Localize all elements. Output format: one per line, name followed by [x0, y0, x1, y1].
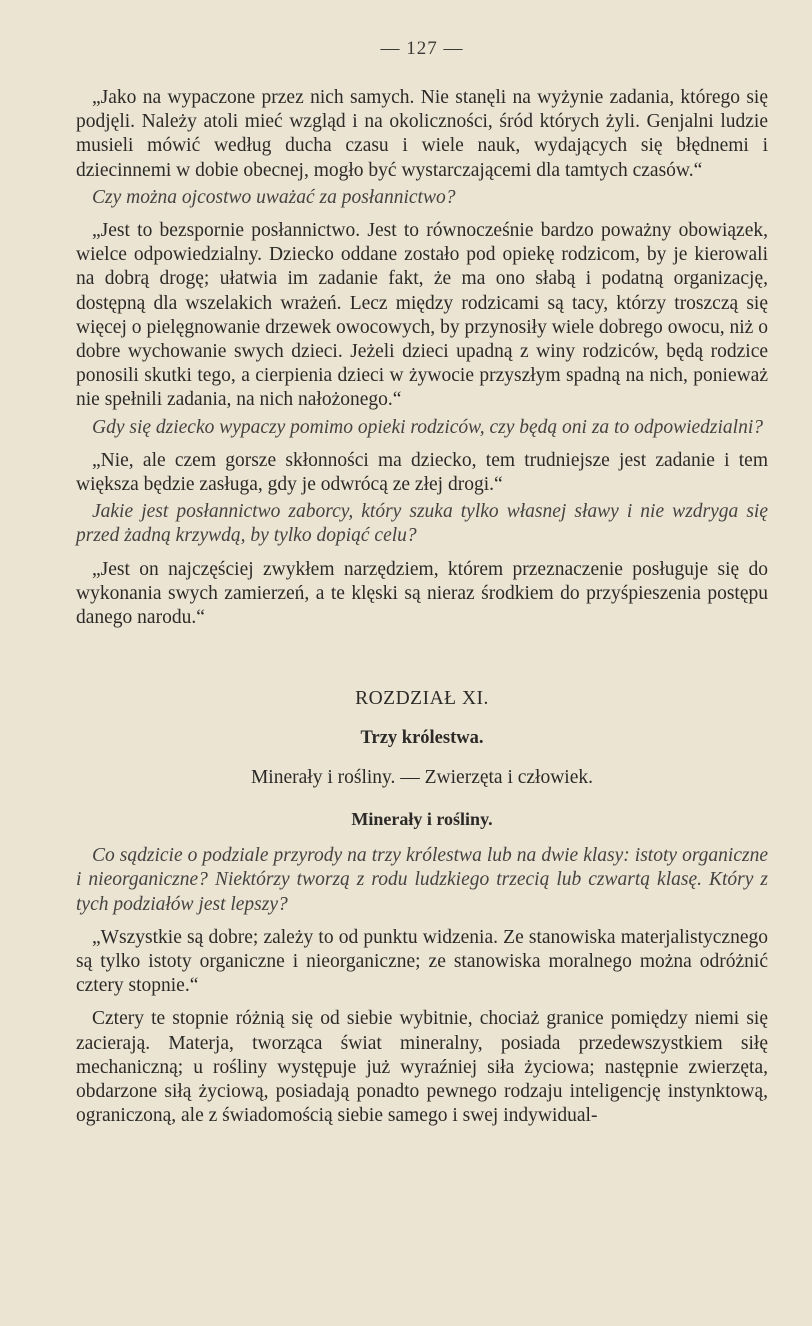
answer-paragraph: „Jako na wypaczone przez nich samych. Nie stanęli na wyżynie zadania, którego się podjęli. Należy atoli mieć wzgląd i na okoliczności, śród których żyli. Genjalni ludzie musieli mówić według ducha czasu i wiele nauk, wydających się błędnemi i dziecinnemi w dobie obecnej, mogło być wystarczającemi dla tamtych czasów.“	[76, 87, 768, 181]
body-paragraph: Cztery te stopnie różnią się od siebie wybitnie, chociaż granice pomiędzy niemi się zacierają. Materja, tworząca świat mineralny, posiada przedewszystkiem siłę mechaniczną; u rośliny występuje już wyraźniej siła życiowa; następnie zwierzęta, obdarzone siłą życiową, posiadają ponadto pewnego rodzaju inteligencję instynktową, ograniczoną, ale z świadomością siebie samego i swej indywidual-	[76, 1008, 768, 1127]
top-text-section	[76, 86, 768, 630]
answer-paragraph: „Nie, ale czem gorsze skłonności ma dziecko, tem trudniejsze jest zadanie i tem większa będzie zasługa, gdy je odwrócą ze złej drogi.“	[76, 449, 768, 496]
answer-paragraph: „Jest to bezspornie posłannictwo. Jest to równocześnie bardzo poważny obowiązek, wielce odpowiedzialny. Dziecko oddane zostało pod opiekę rodzicom, by je kierowali na dobrą drogę; ułatwia im zadanie fakt, że ma ono słabą i podatną organizację, dostępną dla wszelakich wrażeń. Lecz między rodzicami są tacy, którzy troszczą się więcej o pielęgnowanie drzewek owocowych, by przynosiły wiele dobrego owocu, niż o dobre wychowanie swych dzieci. Jeżeli dzieci upadną z winy rodziców, będą rodzice ponosili skutki tego, a cierpienia dzieci w żywocie przyszłym spadną na nich, ponieważ nie spełnili zadania, na nich nałożonego.“	[76, 220, 768, 411]
answer-paragraph: „Wszystkie są dobre; zależy to od punktu widzenia. Ze stanowiska materjalistycznego są tylko istoty organiczne i nieorganiczne; ze stanowiska moralnego można odróżnić cztery stopnie.“	[76, 926, 768, 997]
subsection-title: Minerały i rośliny.	[351, 809, 493, 830]
question-paragraph: Gdy się dziecko wypaczy pomimo opieki rodziców, czy będą oni za to odpowiedzialni?	[92, 416, 764, 438]
question-paragraph: Czy można ojcostwo uważać za posłannictwo?	[92, 186, 456, 208]
question-paragraph: Jakie jest posłannictwo zaborcy, który szuka tylko własnej sławy i nie wzdryga się przed żadną krzywdą, by tylko dopiąć celu?	[76, 501, 768, 547]
chapter-title: ROZDZIAŁ XI.	[355, 688, 489, 710]
page-number: — 127 —	[380, 38, 464, 59]
bottom-text-section	[76, 844, 768, 1128]
answer-paragraph: „Jest on najczęściej zwykłem narzędziem, którem przeznaczenie posługuje się do wykonania swych zamierzeń, a te klęski są nieraz środkiem do przyśpieszenia postępu danego narodu.“	[76, 558, 768, 629]
section-title: Trzy królestwa.	[360, 728, 484, 749]
chapter-subtitle: Minerały i rośliny. — Zwierzęta i człowiek.	[250, 767, 594, 789]
question-paragraph: Co sądzicie o podziale przyrody na trzy królestwa lub na dwie klasy: istoty organiczne i nieorganiczne? Niektórzy tworzą z rodu ludzkiego trzecią lub czwartą klasę. Który z tych podziałów jest lepszy?	[76, 845, 768, 915]
